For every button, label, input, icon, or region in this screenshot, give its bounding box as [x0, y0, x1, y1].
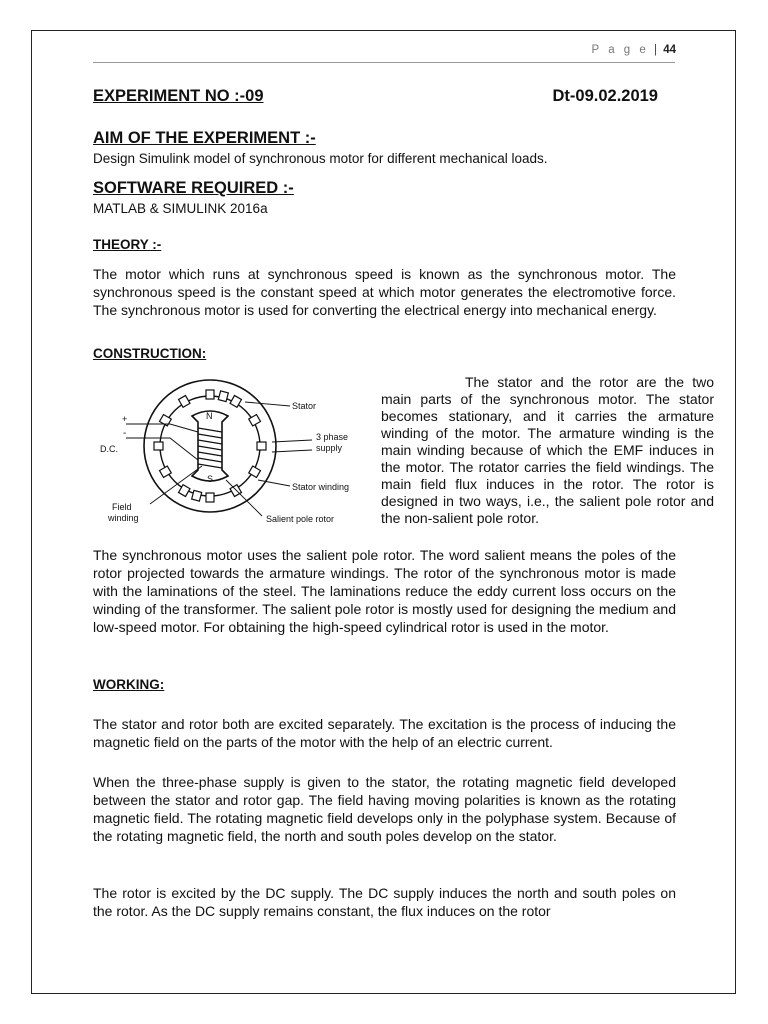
working-paragraph-2: When the three-phase supply is given to the stator, the rotating magnetic field developed between the stator and rotor gap. The field having moving polarities is known as the rotating magnetic field. The rotating magnetic field develops only in the polyphase system. Because of the rotating magnetic field, the north and south poles develop on the stator. [93, 774, 676, 844]
south-pole-label: S [207, 474, 214, 484]
aim-text: Design Simulink model of synchronous motor for different mechanical loads. [93, 151, 548, 166]
aim-heading: AIM OF THE EXPERIMENT :- [93, 129, 316, 147]
stator-winding-label: Stator winding [292, 482, 350, 492]
stator-label: Stator [292, 401, 317, 411]
minus-sign: - [123, 428, 127, 439]
synchronous-motor-diagram [100, 376, 368, 532]
theory-text: The motor which runs at synchronous speed is known as the synchronous motor. The synchronous speed is the constant speed at which motor generates the electromotive force. The synchronous motor is used for converting the electrical energy into mechanical energy. [93, 266, 676, 318]
construction-heading: CONSTRUCTION: [93, 346, 207, 361]
page-label: P a g e [591, 44, 649, 56]
field-winding-label-2: winding [108, 513, 139, 523]
working-paragraph-3: The rotor is excited by the DC supply. The DC supply induces the north and south poles on the rotor. As the DC supply remains constant, the flux induces on the rotor [93, 885, 676, 919]
working-paragraph-1: The stator and rotor both are excited separately. The excitation is the process of inducing the magnetic field on the parts of the motor with the help of an electric current. [93, 716, 676, 750]
dc-label: D.C. [100, 444, 118, 454]
construction-side-text: The stator and the rotor are the two main parts of the synchronous motor. The stator becomes stationary, and it carries the armature winding of the motor. The armature winding is the main winding because of which the EMF induces in the motor. The rotator carries the field windings. The main field flux induces in the rotor. The rotor is designed in two ways, i.e., the salient pole rotor and the non-salient pole rotor. [381, 374, 714, 526]
header-rule [93, 62, 675, 63]
experiment-date: Dt-09.02.2019 [552, 87, 658, 105]
page-number-header [592, 44, 676, 56]
construction-paragraph: The synchronous motor uses the salient pole rotor. The word salient means the poles of the rotor projected towards the armature windings. The rotor of the synchronous motor is made with the laminations of the steel. The laminations reduce the eddy current loss occurs on the winding of the transformer. The salient pole rotor is mostly used for designing the medium and low-speed motor. For obtaining the high-speed cylindrical rotor is used in the motor. [93, 547, 676, 635]
north-pole-label: N [206, 411, 213, 421]
software-heading: SOFTWARE REQUIRED :- [93, 179, 294, 197]
page-separator: | [654, 44, 657, 56]
plus-sign: + [122, 414, 128, 424]
page-number: 44 [663, 44, 676, 56]
field-winding-label-1: Field [112, 502, 132, 512]
experiment-row [93, 87, 658, 106]
three-phase-label-1: 3 phase [316, 432, 349, 442]
three-phase-label-2: supply [316, 443, 343, 453]
working-heading: WORKING: [93, 677, 165, 692]
experiment-title: EXPERIMENT NO :-09 [93, 87, 264, 105]
theory-heading: THEORY :- [93, 237, 162, 252]
salient-pole-rotor-label: Salient pole rotor [266, 514, 335, 524]
software-text: MATLAB & SIMULINK 2016a [93, 201, 268, 216]
